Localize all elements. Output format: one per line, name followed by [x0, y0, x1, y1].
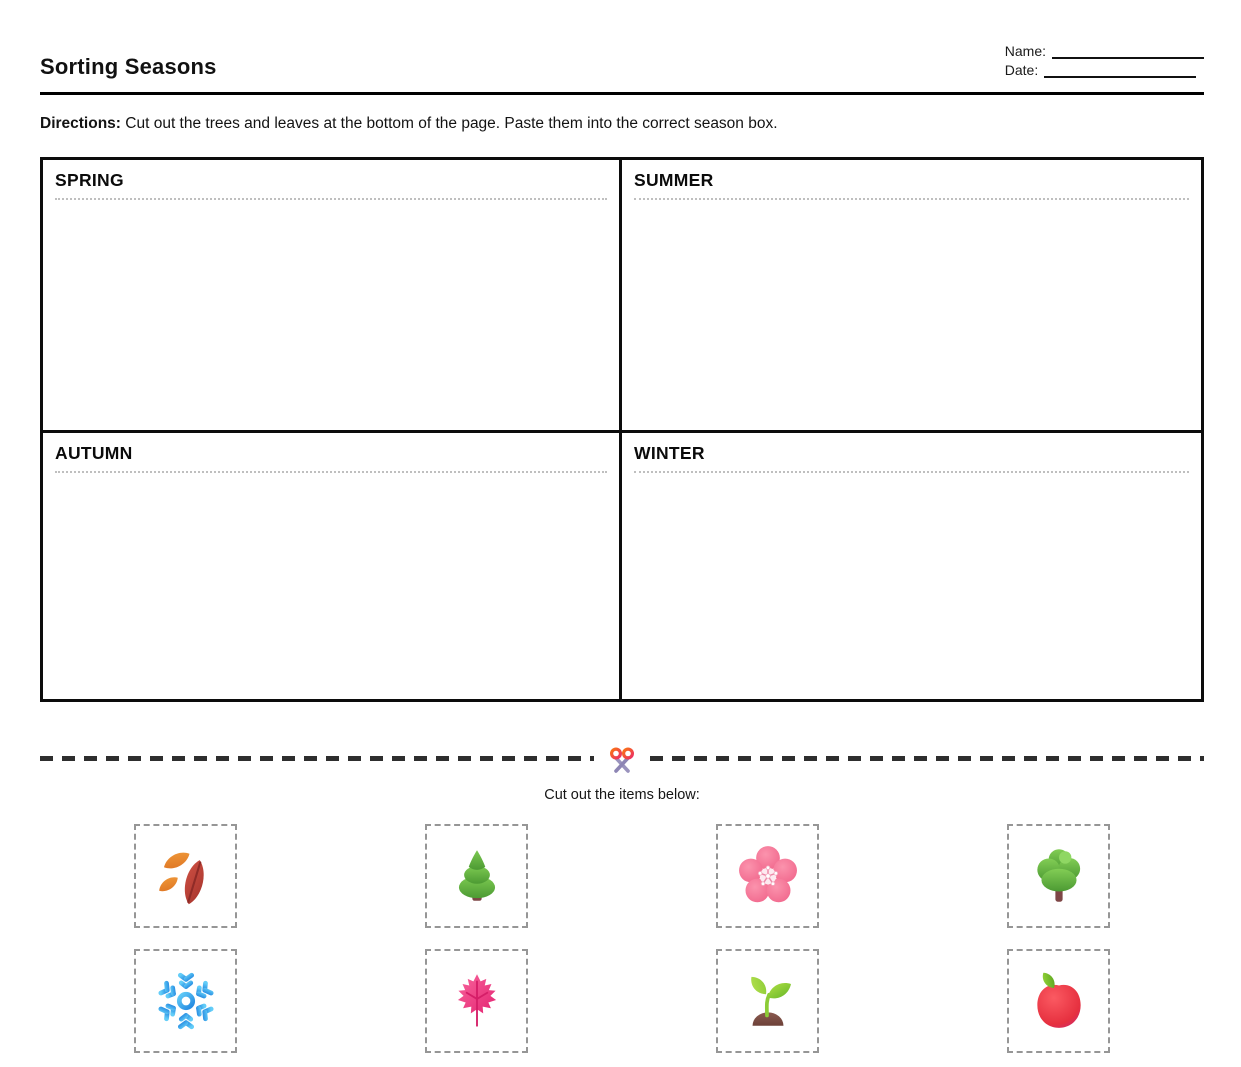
item-box-deciduous-tree	[1007, 824, 1110, 928]
cut-caption: Cut out the items below:	[544, 787, 700, 803]
season-box-summer	[622, 160, 1201, 430]
deciduous-tree-icon	[1026, 843, 1092, 909]
season-box-autumn	[43, 430, 622, 700]
season-label: SPRING	[55, 170, 124, 190]
season-label: WINTER	[634, 442, 705, 463]
date-label: Date:	[1004, 62, 1039, 78]
directions	[40, 115, 1204, 133]
season-dotted-rule	[634, 471, 1189, 473]
name-line	[1052, 46, 1204, 59]
scissors-icon	[604, 747, 640, 777]
cherry-blossom-icon	[735, 843, 801, 909]
items-grid	[40, 824, 1204, 1053]
page-header	[40, 0, 1204, 95]
season-dotted-rule	[55, 471, 607, 473]
item-box-seedling	[716, 949, 819, 1053]
name-label: Name:	[1004, 43, 1046, 59]
seedling-icon	[735, 968, 801, 1034]
item-box-cherry-blossom	[716, 824, 819, 928]
cut-dash-left	[40, 756, 594, 761]
fallen-leaf-icon	[153, 843, 219, 909]
directions-label: Directions:	[40, 115, 121, 132]
snowflake-icon	[153, 968, 219, 1034]
season-box-spring	[43, 160, 622, 430]
cut-dash-right	[650, 756, 1204, 761]
evergreen-tree-icon	[444, 843, 510, 909]
date-row	[1005, 62, 1204, 78]
season-label: AUTUMN	[55, 442, 133, 463]
season-dotted-rule	[634, 198, 1189, 200]
season-box-winter	[622, 430, 1201, 700]
item-box-apple	[1007, 949, 1110, 1053]
item-box-evergreen-tree	[425, 824, 528, 928]
item-box-snowflake	[134, 949, 237, 1053]
page-title: Sorting Seasons	[40, 54, 217, 79]
name-date-block	[1005, 40, 1204, 80]
maple-leaf-icon	[444, 968, 510, 1034]
directions-text: Cut out the trees and leaves at the bottom of the page. Paste them into the correct season box.	[120, 115, 778, 132]
date-line	[1044, 65, 1196, 78]
name-row	[1005, 43, 1204, 59]
season-label: SUMMER	[634, 170, 714, 190]
season-grid	[40, 157, 1204, 702]
item-box-fallen-leaves	[134, 824, 237, 928]
apple-icon	[1026, 968, 1092, 1034]
item-box-maple-leaf	[425, 949, 528, 1053]
cut-line	[40, 743, 1204, 773]
season-dotted-rule	[55, 198, 607, 200]
